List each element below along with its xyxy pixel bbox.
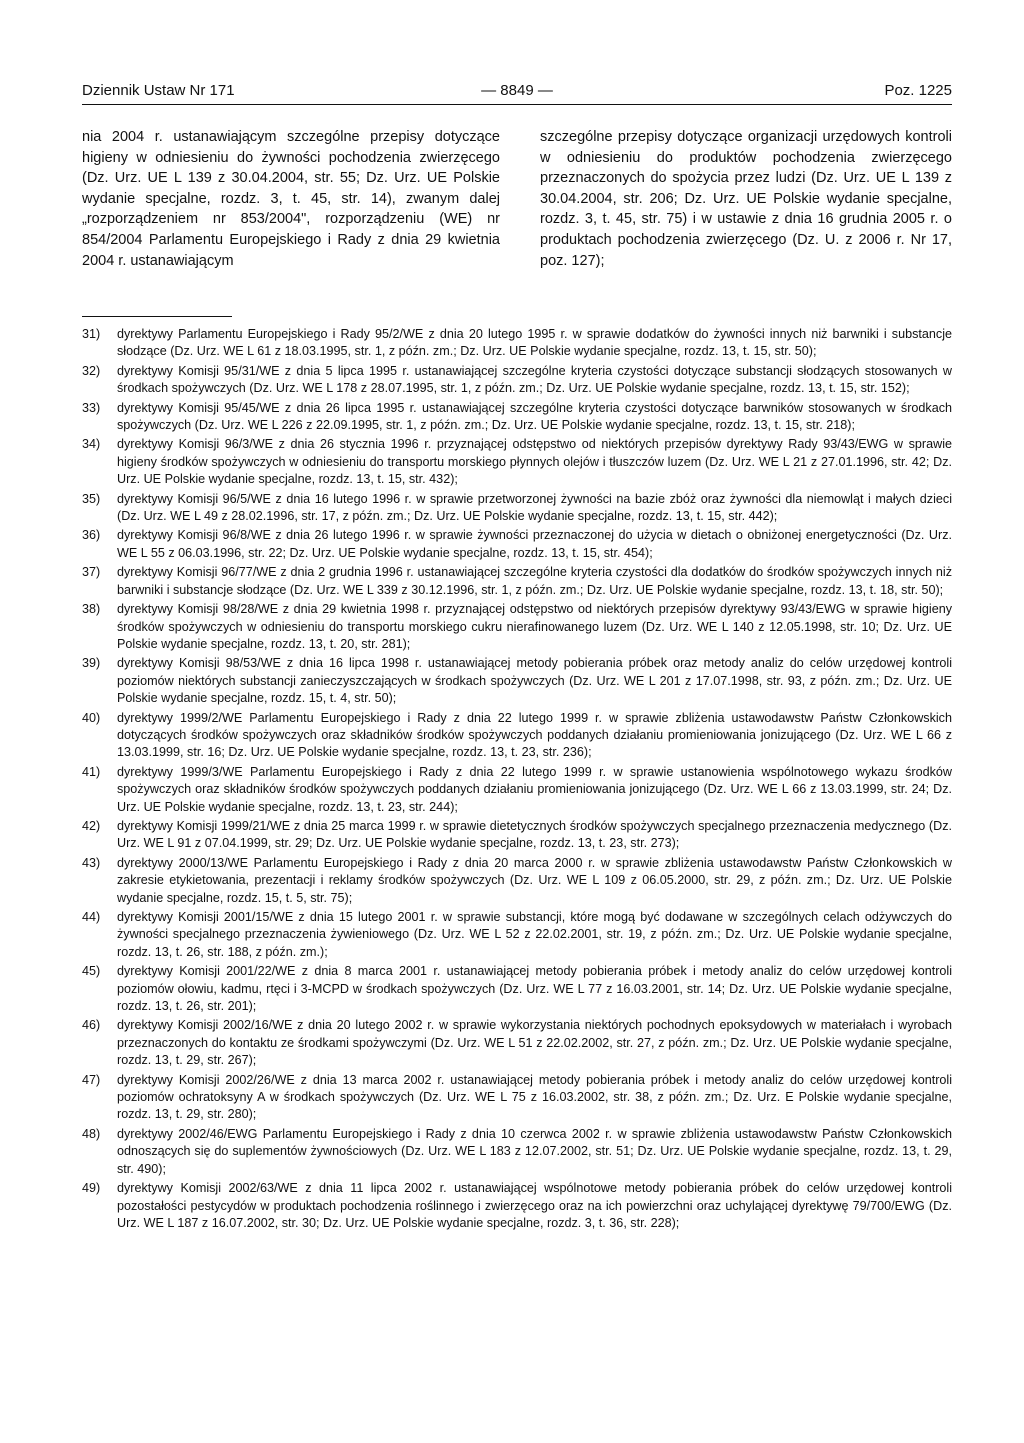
footnote-item bbox=[82, 909, 952, 961]
footnote-item bbox=[82, 564, 952, 599]
footnote-text: dyrektywy Komisji 96/5/WE z dnia 16 lutego 1996 r. w sprawie przetworzonej żywności na bazie zbóż oraz żywności dla niemowląt i małych dzieci (Dz. Urz. WE L 49 z 28.02.1996, str. 17, z późn. zm.; Dz. Urz. UE Polskie wydanie specjalne, rozdz. 13, t. 15, str. 442); bbox=[117, 491, 952, 524]
footnote-number: 40) bbox=[82, 710, 101, 725]
footnote-item bbox=[82, 1180, 952, 1232]
footnote-number: 37) bbox=[82, 565, 101, 580]
body-text-right-column: szczególne przepisy dotyczące organizacji urzędowych kontroli w odniesieniu do produktów pochodzenia zwierzęcego przeznaczonych do spożycia przez ludzi (Dz. Urz. UE L 139 z 30.04.2004, str. 206; Dz. Urz. UE Polskie wydanie specjalne, rozdz. 3, t. 45, str. 75) i w ustawie z dnia 16 grudnia 2005 r. o produktach pochodzenia zwierzęcego (Dz. U. z 2006 r. Nr 17, poz. 127); bbox=[540, 129, 952, 269]
footnote-item bbox=[82, 326, 952, 361]
footnote-item bbox=[82, 764, 952, 816]
footnote-item bbox=[82, 436, 952, 488]
footnote-text: dyrektywy 1999/3/WE Parlamentu Europejskiego i Rady z dnia 22 lutego 1999 r. w sprawie ustanowienia wspólnotowego wykazu środków spożywczych oraz składników środków spożywczych poddanych działaniu promieniowania jonizującego (Dz. Urz. WE L 66 z 13.03.1999, str. 24; Dz. Urz. UE Polskie wydanie specjalne, rozdz. 13, t. 23, str. 244); bbox=[117, 764, 952, 814]
footnote-text: dyrektywy Komisji 95/45/WE z dnia 26 lipca 1995 r. ustanawiającej szczególne kryteria czystości dotyczące barwników stosowanych w środkach spożywczych (Dz. Urz. WE L 226 z 22.09.1995, str. 1, z późn. zm.; Dz. Urz. UE Polskie wydanie specjalne, rozdz. 13, t. 15, str. 218); bbox=[117, 400, 952, 433]
footnote-item bbox=[82, 601, 952, 653]
footnote-number: 41) bbox=[82, 764, 101, 779]
footnote-number: 46) bbox=[82, 1018, 101, 1033]
footnote-text: dyrektywy Komisji 2002/16/WE z dnia 20 lutego 2002 r. w sprawie wykorzystania niektórych pochodnych epoksydowych w materiałach i wyrobach przeznaczonych do kontaktu ze środkami spożywczymi (Dz. Urz. WE L 51 z 22.02.2002, str. 27, z późn. zm.; Dz. Urz. UE Polskie wydanie specjalne, rozdz. 13, t. 29, str. 267); bbox=[117, 1018, 952, 1068]
footnote-item bbox=[82, 710, 952, 762]
footnote-number: 34) bbox=[82, 437, 101, 452]
footnote-item bbox=[82, 400, 952, 435]
footnote-separator bbox=[82, 316, 232, 317]
footnote-text: dyrektywy Komisji 95/31/WE z dnia 5 lipca 1995 r. ustanawiającej szczególne kryteria czystości dotyczące substancji słodzących stosowanych w środkach spożywczych (Dz. Urz. WE L 178 z 28.07.1995, str. 1, z późn. zm.; Dz. Urz. UE Polskie wydanie specjalne, rozdz. 13, t. 15, str. 152); bbox=[117, 363, 952, 396]
footnote-item bbox=[82, 1072, 952, 1124]
page-number: — 8849 — bbox=[481, 82, 553, 99]
footnote-item bbox=[82, 1017, 952, 1069]
footnote-text: dyrektywy Komisji 98/28/WE z dnia 29 kwietnia 1998 r. przyznającej odstępstwo od niektórych przepisów dyrektywy 93/43/EWG w sprawie higieny środków spożywczych w odniesieniu do transportu morskiego cukru nierafinowanego luzem (Dz. Urz. WE L 140 z 12.05.1998, str. 10; Dz. Urz. UE Polskie wydanie specjalne, rozdz. 13, t. 20, str. 281); bbox=[117, 602, 952, 651]
body-text-left-column: nia 2004 r. ustanawiającym szczególne przepisy dotyczące higieny w odniesieniu do żywności pochodzenia zwierzęcego (Dz. Urz. UE L 139 z 30.04.2004, str. 55; Dz. Urz. UE Polskie wydanie specjalne, rozdz. 3, t. 45, str. 14), zwanym dalej „rozporządzeniem nr 853/2004", rozporządzeniu (WE) nr 854/2004 Parlamentu Europejskiego i Rady z dnia 29 kwietnia 2004 r. ustanawiającym bbox=[82, 129, 500, 269]
footnote-item bbox=[82, 527, 952, 562]
footnote-number: 31) bbox=[82, 327, 101, 341]
footnote-text: dyrektywy Komisji 96/3/WE z dnia 26 stycznia 1996 r. przyznającej odstępstwo od niektórych przepisów dyrektywy Rady 93/43/EWG w sprawie higieny środków spożywczych w odniesieniu do transportu morskiego płynnych olejów i tłuszczów luzem (Dz. Urz. WE L 21 z 27.01.1996, str. 42; Dz. Urz. UE Polskie wydanie specjalne, rozdz. 13, t. 15, str. 432); bbox=[117, 437, 952, 487]
footnote-text: dyrektywy 2002/46/EWG Parlamentu Europejskiego i Rady z dnia 10 czerwca 2002 r. w sprawie zbliżenia ustawodawstw Państw Członkowskich odnoszących się do suplementów żywnościowych (Dz. Urz. WE L 183 z 12.07.2002, str. 51; Dz. Urz. UE Polskie wydanie specjalne, rozdz. 13, t. 29, str. 490); bbox=[117, 1126, 952, 1176]
footnote-text: dyrektywy Komisji 2001/22/WE z dnia 8 marca 2001 r. ustanawiającej metody pobierania próbek i metody analiz do celów urzędowej kontroli poziomów ołowiu, kadmu, rtęci i 3-MCPD w środkach spożywczych (Dz. Urz. WE L 77 z 16.03.2001, str. 14; Dz. Urz. UE Polskie wydanie specjalne, rozdz. 13, t. 26, str. 201); bbox=[117, 964, 952, 1014]
footnote-item bbox=[82, 655, 952, 707]
footnote-text: dyrektywy 1999/2/WE Parlamentu Europejskiego i Rady z dnia 22 lutego 1999 r. w sprawie zbliżenia ustawodawstw Państw Członkowskich dotyczących środków spożywczych oraz składników środków spożywczych poddanych działaniu promieniowania jonizującego (Dz. Urz. WE L 66 z 13.03.1999, str. 16; Dz. Urz. UE Polskie wydanie specjalne, rozdz. 13, t. 23, str. 236); bbox=[117, 710, 952, 760]
footnote-number: 33) bbox=[82, 400, 101, 415]
footnote-text: dyrektywy Komisji 2001/15/WE z dnia 15 lutego 2001 r. w sprawie substancji, które mogą być dodawane w szczególnych celach odżywczych do żywności specjalnego przeznaczenia żywieniowego (Dz. Urz. WE L 52 z 22.02.2001, str. 19, z późn. zm.; Dz. Urz. UE Polskie wydanie specjalne, rozdz. 13, t. 26, str. 188, z późn. zm.); bbox=[117, 910, 952, 959]
footnote-number: 38) bbox=[82, 602, 101, 617]
footnote-text: dyrektywy Komisji 96/8/WE z dnia 26 lutego 1996 r. w sprawie żywności przeznaczonej do użycia w dietach o obniżonej energetyczności (Dz. Urz. WE L 55 z 06.03.1996, str. 22; Dz. Urz. UE Polskie wydanie specjalne, rozdz. 13, t. 15, str. 454); bbox=[117, 528, 952, 560]
footnote-number: 45) bbox=[82, 964, 101, 979]
footnote-number: 44) bbox=[82, 910, 101, 924]
footnote-item bbox=[82, 1126, 952, 1178]
footnote-number: 39) bbox=[82, 656, 101, 671]
footnote-item bbox=[82, 963, 952, 1015]
footnote-text: dyrektywy Komisji 2002/63/WE z dnia 11 lipca 2002 r. ustanawiającej wspólnotowe metody pobierania próbek do celów urzędowej kontroli pozostałości pestycydów w produktach pochodzenia roślinnego i zwierzęcego oraz na ich powierzchni oraz uchylającej dyrektywę 79/700/EWG (Dz. Urz. WE L 187 z 16.07.2002, str. 30; Dz. Urz. UE Polskie wydanie specjalne, rozdz. 3, t. 36, str. 228); bbox=[117, 1181, 952, 1230]
footnote-number: 43) bbox=[82, 855, 101, 870]
footnote-text: dyrektywy 2000/13/WE Parlamentu Europejskiego i Rady z dnia 20 marca 2000 r. w sprawie zbliżenia ustawodawstw Państw Członkowskich w zakresie etykietowania, prezentacji i reklamy środków spożywczych (Dz. Urz. WE L 109 z 06.05.2000, str. 29, z późn. zm.; Dz. Urz. UE Polskie wydanie specjalne, rozdz. 15, t. 5, str. 75); bbox=[117, 855, 952, 905]
journal-title: Dziennik Ustaw Nr 171 bbox=[82, 82, 235, 99]
footnote-number: 35) bbox=[82, 491, 101, 506]
footnote-item bbox=[82, 363, 952, 398]
footnote-text: dyrektywy Komisji 2002/26/WE z dnia 13 marca 2002 r. ustanawiającej metody pobierania próbek i metody analiz do celów urzędowej kontroli poziomów ochratoksyny A w środkach spożywczych (Dz. Urz. WE L 75 z 16.03.2002, str. 38, z późn. zm.; Dz. Urz. E Polskie wydanie specjalne, rozdz. 13, t. 29, str. 280); bbox=[117, 1072, 952, 1122]
footnote-text: dyrektywy Parlamentu Europejskiego i Rady 95/2/WE z dnia 20 lutego 1995 r. w sprawie dodatków do żywności innych niż barwniki i substancje słodzące (Dz. Urz. WE L 61 z 18.03.1995, str. 1, z późn. zm.; Dz. Urz. UE Polskie wydanie specjalne, rozdz. 13, t. 15, str. 50); bbox=[117, 327, 952, 359]
footnote-number: 36) bbox=[82, 528, 101, 543]
footnote-text: dyrektywy Komisji 96/77/WE z dnia 2 grudnia 1996 r. ustanawiającej szczególne kryteria czystości dla dodatków do środków spożywczych innych niż barwniki i substancje słodzące (Dz. Urz. WE L 339 z 30.12.1996, str. 1, z późn. zm.; Dz. Urz. UE Polskie wydanie specjalne, rozdz. 13, t. 18, str. 50); bbox=[117, 565, 952, 597]
footnote-text: dyrektywy Komisji 1999/21/WE z dnia 25 marca 1999 r. w sprawie dietetycznych środków spożywczych specjalnego przeznaczenia medycznego (Dz. Urz. WE L 91 z 07.04.1999, str. 29; Dz. Urz. UE Polskie wydanie specjalne, rozdz. 13, t. 23, str. 273); bbox=[117, 818, 952, 851]
page-header bbox=[82, 80, 952, 105]
position-number: Poz. 1225 bbox=[884, 82, 952, 99]
footnote-item bbox=[82, 818, 952, 853]
footnote-number: 42) bbox=[82, 818, 101, 833]
footnote-number: 47) bbox=[82, 1072, 101, 1087]
footnote-number: 48) bbox=[82, 1126, 101, 1141]
footnote-item bbox=[82, 855, 952, 907]
footnote-text: dyrektywy Komisji 98/53/WE z dnia 16 lipca 1998 r. ustanawiającej metody pobierania próbek oraz metody analiz do celów urzędowej kontroli poziomów niektórych substancji zanieczyszczających w środkach spożywczych (Dz. Urz. WE L 201 z 17.07.1998, str. 93, z późn. zm.; Dz. Urz. UE Polskie wydanie specjalne, rozdz. 15, t. 4, str. 50); bbox=[117, 656, 952, 706]
footnote-item bbox=[82, 491, 952, 526]
footnote-number: 49) bbox=[82, 1181, 101, 1196]
footnotes-list bbox=[82, 326, 952, 1234]
footnote-number: 32) bbox=[82, 363, 101, 378]
